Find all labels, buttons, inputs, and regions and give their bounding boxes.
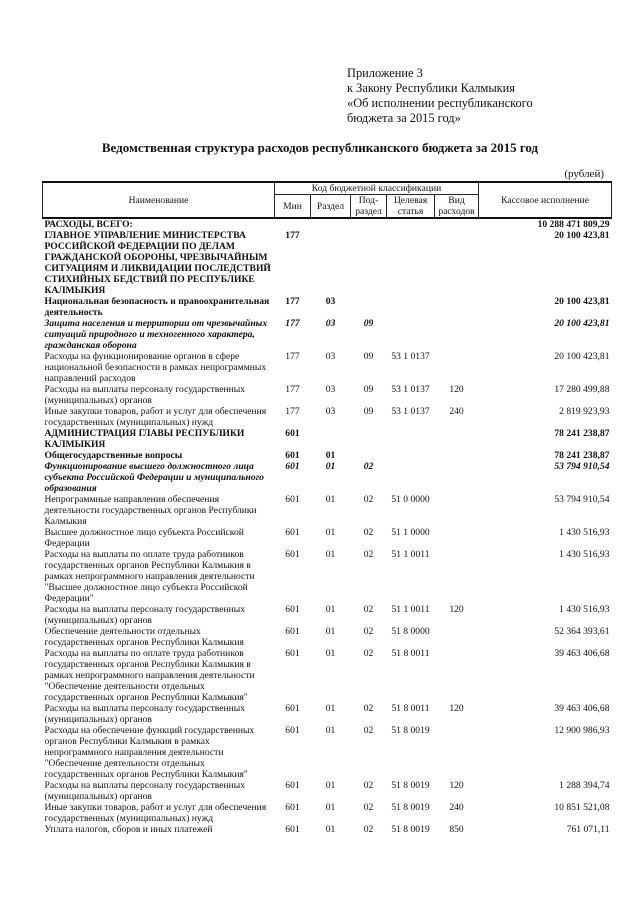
row-razdel: 03 [325, 351, 336, 362]
row-name: Общегосударственные вопросы [44, 450, 183, 461]
row-name: РАСХОДЫ, ВСЕГО: [43, 218, 275, 230]
row-razdel: 03 [325, 406, 336, 417]
header-vid: Вид расходов [435, 195, 479, 219]
row-vid [435, 494, 479, 527]
row-amount: 39 463 406,68 [554, 703, 610, 714]
row-vid [435, 450, 479, 461]
row-amount: 20 100 423,81 [554, 230, 610, 241]
row-podrazdel: 02 [363, 780, 374, 791]
table-row [43, 384, 612, 406]
row-vid: 120 [449, 384, 464, 395]
row-min: 177 [285, 318, 300, 329]
row-razdel: 01 [325, 549, 336, 560]
row-name: Функционирование высшего должностного лица субъекта Российской Федерации и муниципального образования [44, 461, 264, 494]
row-statya: 51 1 0011 [391, 604, 430, 615]
header-razdel: Раздел [311, 195, 351, 219]
row-name: Иные закупки товаров, работ и услуг для обеспечения государственных (муниципальных) нужд [44, 406, 267, 428]
header-name: Наименование [43, 182, 275, 218]
row-statya: 51 8 0011 [391, 703, 430, 714]
row-podrazdel: 02 [363, 604, 374, 615]
row-vid [435, 351, 479, 384]
row-razdel: 01 [325, 824, 336, 835]
row-podrazdel [351, 230, 387, 296]
row-amount: 2 819 923,93 [559, 406, 610, 417]
row-amount: 17 280 499,88 [554, 384, 610, 395]
row-name: Расходы на выплаты персоналу государственных (муниципальных) органов [44, 604, 246, 626]
row-podrazdel [351, 428, 387, 450]
row-amount: 10 851 521,08 [554, 802, 610, 813]
row-amount: 52 364 393,61 [554, 626, 610, 637]
row-vid [435, 296, 479, 318]
header-podrazdel: Под-раздел [351, 195, 387, 219]
row-min: 601 [285, 428, 300, 439]
row-statya: 51 1 0000 [391, 527, 430, 538]
row-podrazdel: 09 [363, 406, 374, 417]
row-statya: 51 0 0000 [391, 494, 430, 505]
row-name: Национальная безопасность и правоохранительная деятельность [44, 296, 270, 318]
row-razdel: 01 [325, 780, 336, 791]
row-razdel: 01 [325, 802, 336, 813]
row-vid: 120 [449, 703, 464, 714]
row-min: 601 [285, 824, 300, 835]
row-statya: 53 1 0137 [391, 384, 430, 395]
table-row [43, 824, 612, 835]
row-min: 177 [285, 406, 300, 417]
row-min: 601 [285, 494, 300, 505]
row-name: Расходы на обеспечение функций государственных органов Республики Калмыкия в рамках непрограммного направления деятельности "Обеспечение деятельности отдельных государственных органов Республики Калмыкия" [44, 725, 255, 780]
row-vid: 120 [449, 780, 464, 791]
row-vid [435, 549, 479, 604]
row-name: Защита населения и территории от чрезвычайных ситуаций природного и техногенного характера, гражданская оборона [44, 318, 268, 351]
row-amount: 1 430 516,93 [559, 527, 610, 538]
row-name: Обеспечение деятельности отдельных государственных органов Республики Калмыкия [44, 626, 244, 648]
document-title: Ведомственная структура расходов республиканского бюджета за 2015 год [101, 140, 539, 155]
row-statya [387, 461, 435, 494]
row-amount: 78 241 238,87 [554, 428, 610, 439]
row-razdel [311, 428, 351, 450]
row-razdel [311, 218, 351, 230]
row-podrazdel: 02 [363, 802, 374, 813]
row-amount: 39 463 406,68 [554, 648, 610, 659]
row-statya: 53 1 0137 [391, 351, 430, 362]
row-vid [435, 318, 479, 351]
row-amount: 761 071,11 [566, 824, 610, 835]
row-amount: 10 288 471 809,29 [479, 218, 612, 230]
appendix-line: к Закону Республики Калмыкия [347, 81, 515, 95]
row-amount: 1 430 516,93 [559, 549, 610, 560]
row-min: 177 [285, 230, 300, 241]
appendix-block [347, 66, 533, 126]
table-row [43, 461, 612, 494]
row-podrazdel: 02 [363, 549, 374, 560]
row-name: Иные закупки товаров, работ и услуг для обеспечения государственных (муниципальных) нужд [44, 802, 267, 824]
row-statya [387, 450, 435, 461]
row-min: 601 [285, 780, 300, 791]
header-code-group: Код бюджетной классификации [275, 182, 479, 195]
row-vid [435, 626, 479, 648]
row-amount: 12 900 986,93 [554, 725, 610, 736]
row-statya: 51 1 0011 [391, 549, 430, 560]
row-podrazdel: 02 [363, 648, 374, 659]
row-podrazdel: 02 [363, 494, 374, 505]
units-label: (рублей) [564, 168, 604, 180]
row-vid: 240 [449, 802, 464, 813]
row-amount: 20 100 423,81 [554, 351, 610, 362]
row-min: 601 [285, 703, 300, 714]
row-name: Расходы на выплаты персоналу государственных (муниципальных) органов [44, 384, 246, 406]
table-row [43, 218, 612, 230]
row-amount: 20 100 423,81 [554, 318, 610, 329]
row-min: 177 [285, 384, 300, 395]
row-name: ГЛАВНОЕ УПРАВЛЕНИЕ МИНИСТЕРСТВА РОССИЙСКОЙ ФЕДЕРАЦИИ ПО ДЕЛАМ ГРАЖДАНСКОЙ ОБОРОНЫ, ЧРЕЗВЫЧАЙНЫМ СИТУАЦИЯМ И ЛИКВИДАЦИИ ПОСЛЕДСТВИЙ СТИХИЙНЫХ БЕДСТВИЙ ПО РЕСПУБЛИКЕ КАЛМЫКИЯ [44, 230, 271, 296]
row-min: 601 [285, 527, 300, 538]
row-podrazdel [351, 296, 387, 318]
row-podrazdel [351, 218, 387, 230]
row-name: АДМИНИСТРАЦИЯ ГЛАВЫ РЕСПУБЛИКИ КАЛМЫКИЯ [44, 428, 245, 450]
table-row [43, 494, 612, 527]
row-min: 601 [285, 725, 300, 736]
row-vid [435, 648, 479, 703]
table-row [43, 725, 612, 780]
row-vid [435, 725, 479, 780]
row-razdel: 01 [325, 527, 336, 538]
row-name: Расходы на выплаты по оплате труда работников государственных органов Республики Калмыкия в рамках непрограммного направления деятельности "Высшее должностное лицо субъекта Российской Федерации" [44, 549, 255, 604]
row-podrazdel: 02 [363, 725, 374, 736]
row-podrazdel: 02 [363, 461, 374, 472]
table-row [43, 648, 612, 703]
row-vid [435, 230, 479, 296]
row-amount: 78 241 238,87 [554, 450, 610, 461]
table-row [43, 604, 612, 626]
row-name: Расходы на выплаты персоналу государственных (муниципальных) органов [44, 703, 246, 725]
table-row [43, 703, 612, 725]
row-vid: 240 [449, 406, 464, 417]
header-min: Мин [275, 195, 311, 219]
row-podrazdel: 09 [363, 351, 374, 362]
row-razdel: 01 [325, 703, 336, 714]
row-vid [435, 461, 479, 494]
table-row [43, 450, 612, 461]
row-min: 601 [285, 648, 300, 659]
row-statya [387, 428, 435, 450]
row-statya [387, 318, 435, 351]
row-vid: 850 [449, 824, 464, 835]
row-statya: 51 8 0019 [391, 780, 430, 791]
header-statya: Целевая статья [387, 195, 435, 219]
table-row [43, 230, 612, 296]
row-name: Высшее должностное лицо субъекта Российской Федерации [44, 527, 244, 549]
row-statya: 51 8 0019 [391, 802, 430, 813]
row-amount: 53 794 910,54 [554, 494, 610, 505]
row-min: 601 [285, 549, 300, 560]
header-amount: Кассовое исполнение [479, 182, 612, 218]
row-min: 601 [285, 626, 300, 637]
row-name: Расходы на выплаты по оплате труда работников государственных органов Республики Калмыкия в рамках непрограммного направления деятельности "Обеспечение деятельности отдельных государственных органов Республики Калмыкия" [44, 648, 255, 703]
row-statya: 51 8 0019 [391, 725, 430, 736]
table-row [43, 318, 612, 351]
row-statya [387, 296, 435, 318]
row-podrazdel: 02 [363, 527, 374, 538]
row-statya: 51 8 0011 [391, 648, 430, 659]
row-min: 177 [285, 351, 300, 362]
row-amount: 1 288 394,74 [559, 780, 610, 791]
row-podrazdel: 09 [363, 318, 374, 329]
table-row [43, 296, 612, 318]
row-razdel: 01 [325, 494, 336, 505]
table-row [43, 626, 612, 648]
row-razdel: 03 [325, 384, 336, 395]
row-razdel: 01 [325, 461, 336, 472]
table-row [43, 802, 612, 824]
table-header [43, 182, 612, 218]
row-razdel: 01 [325, 648, 336, 659]
row-amount: 53 794 910,54 [554, 461, 610, 472]
appendix-line: «Об исполнении республиканского [347, 96, 533, 110]
row-razdel: 03 [325, 318, 336, 329]
expenditure-table [42, 181, 612, 835]
row-razdel: 01 [325, 725, 336, 736]
row-min: 601 [285, 604, 300, 615]
row-razdel: 03 [325, 296, 336, 307]
row-min: 601 [285, 450, 300, 461]
row-podrazdel: 02 [363, 626, 374, 637]
row-name: Уплата налогов, сборов и иных платежей [44, 824, 213, 835]
row-vid: 120 [449, 604, 464, 615]
row-podrazdel: 02 [363, 703, 374, 714]
row-razdel: 01 [325, 626, 336, 637]
row-min: 177 [285, 296, 300, 307]
row-vid [435, 428, 479, 450]
row-name: Расходы на функционирование органов в сфере национальной безопасности в рамках непрограммных направлений расходов [44, 351, 267, 384]
table-body [43, 218, 612, 835]
row-podrazdel: 09 [363, 384, 374, 395]
row-statya: 53 1 0137 [391, 406, 430, 417]
table-row [43, 527, 612, 549]
row-vid [435, 527, 479, 549]
table-row [43, 351, 612, 384]
row-podrazdel [351, 450, 387, 461]
row-razdel: 01 [325, 604, 336, 615]
row-statya [387, 218, 435, 230]
row-statya: 51 8 0019 [391, 824, 430, 835]
row-name: Непрограммные направления обеспечения деятельности государственных органов Республики Калмыкия [44, 494, 257, 527]
row-amount: 1 430 516,93 [559, 604, 610, 615]
table-row [43, 549, 612, 604]
row-statya [387, 230, 435, 296]
row-min [275, 218, 311, 230]
row-min: 601 [285, 802, 300, 813]
row-vid [435, 218, 479, 230]
row-statya: 51 8 0000 [391, 626, 430, 637]
table-row [43, 780, 612, 802]
row-name: Расходы на выплаты персоналу государственных (муниципальных) органов [44, 780, 246, 802]
table-row [43, 428, 612, 450]
row-razdel: 01 [325, 450, 336, 461]
appendix-line: бюджета за 2015 год» [347, 111, 461, 125]
row-amount: 20 100 423,81 [554, 296, 610, 307]
appendix-line: Приложение 3 [347, 66, 423, 80]
table-row [43, 406, 612, 428]
row-min: 601 [285, 461, 300, 472]
row-razdel [311, 230, 351, 296]
row-podrazdel: 02 [363, 824, 374, 835]
